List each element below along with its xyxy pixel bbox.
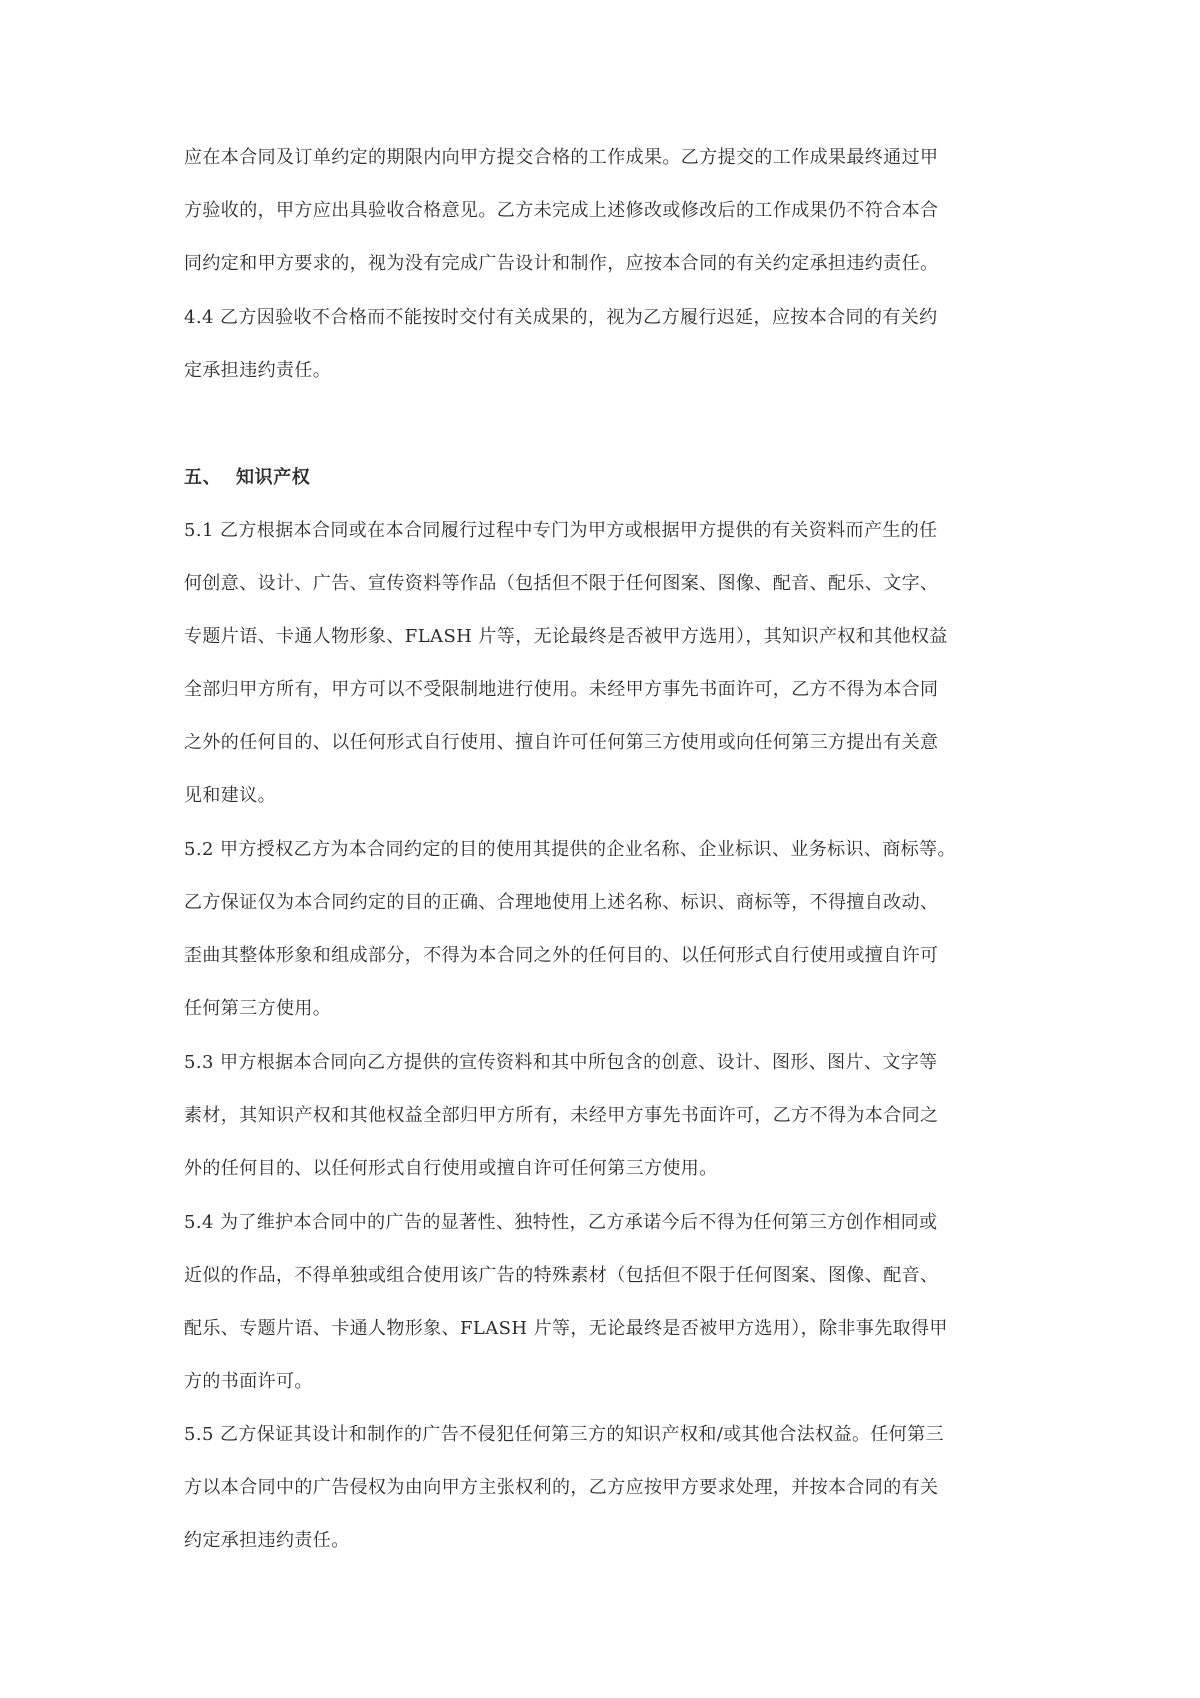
clause-5-1-line: 专题片语、卡通人物形象、FLASH 片等，无论最终是否被甲方选用），其知识产权和其他权益: [184, 626, 948, 647]
clause-5-4-line: 配乐、专题片语、卡通人物形象、FLASH 片等，无论最终是否被甲方选用），除非事先取得甲: [184, 1318, 948, 1339]
clause-5-4-line: 5.4 为了维护本合同中的广告的显著性、独特性，乙方承诺今后不得为任何第三方创作相同或: [184, 1212, 938, 1233]
clause-5-3-line: 素材，其知识产权和其他权益全部归甲方所有，未经甲方事先书面许可，乙方不得为本合同之: [184, 1105, 939, 1126]
clause-5-1-line: 何创意、设计、广告、宣传资料等作品（包括但不限于任何图案、图像、配音、配乐、文字、: [184, 573, 939, 594]
paragraph-line: 应在本合同及订单约定的期限内向甲方提交合格的工作成果。乙方提交的工作成果最终通过甲: [184, 147, 939, 168]
clause-5-1-line: 全部归甲方所有，甲方可以不受限制地进行使用。未经甲方事先书面许可，乙方不得为本合同: [184, 679, 939, 700]
clause-5-3-line: 5.3 甲方根据本合同向乙方提供的宣传资料和其中所包含的创意、设计、图形、图片、文字等: [184, 1052, 938, 1073]
paragraph-line: 同约定和甲方要求的，视为没有完成广告设计和制作，应按本合同的有关约定承担违约责任。: [184, 253, 939, 274]
section-heading: [184, 466, 1024, 490]
clause-5-1-line: 见和建议。: [184, 785, 276, 806]
clause-5-1-line: 之外的任何目的、以任何形式自行使用、擅自许可任何第三方使用或向任何第三方提出有关意: [184, 732, 939, 753]
clause-5-2-line: 任何第三方使用。: [184, 998, 332, 1019]
clause-5-1-line: 5.1 乙方根据本合同或在本合同履行过程中专门为甲方或根据甲方提供的有关资料而产生的任: [184, 520, 938, 541]
clause-5-2-line: 歪曲其整体形象和组成部分，不得为本合同之外的任何目的、以任何形式自行使用或擅自许可: [184, 945, 939, 966]
clause-5-2-line: 乙方保证仅为本合同约定的目的正确、合理地使用上述名称、标识、商标等，不得擅自改动、: [184, 892, 939, 913]
clause-5-5-line: 5.5 乙方保证其设计和制作的广告不侵犯任何第三方的知识产权和/或其他合法权益。任何第三: [184, 1424, 945, 1445]
paragraph-line: 方验收的，甲方应出具验收合格意见。乙方未完成上述修改或修改后的工作成果仍不符合本合: [184, 200, 939, 221]
clause-4-4-line: 4.4 乙方因验收不合格而不能按时交付有关成果的，视为乙方履行迟延，应按本合同的有关约: [184, 307, 938, 328]
section-number: 五、: [184, 467, 222, 488]
section-title: 知识产权: [236, 467, 311, 488]
clause-5-4-line: 方的书面许可。: [184, 1371, 313, 1392]
clause-5-5-line: 方以本合同中的广告侵权为由向甲方主张权利的，乙方应按甲方要求处理，并按本合同的有关: [184, 1477, 939, 1498]
clause-5-4-line: 近似的作品，不得单独或组合使用该广告的特殊素材（包括但不限于任何图案、图像、配音、: [184, 1265, 939, 1286]
clause-5-3-line: 外的任何目的、以任何形式自行使用或擅自许可任何第三方使用。: [184, 1158, 718, 1179]
clause-4-4-line: 定承担违约责任。: [184, 360, 332, 381]
clause-5-2-line: 5.2 甲方授权乙方为本合同约定的目的使用其提供的企业名称、企业标识、业务标识、商标等。: [184, 839, 956, 860]
clause-5-5-line: 约定承担违约责任。: [184, 1530, 350, 1551]
